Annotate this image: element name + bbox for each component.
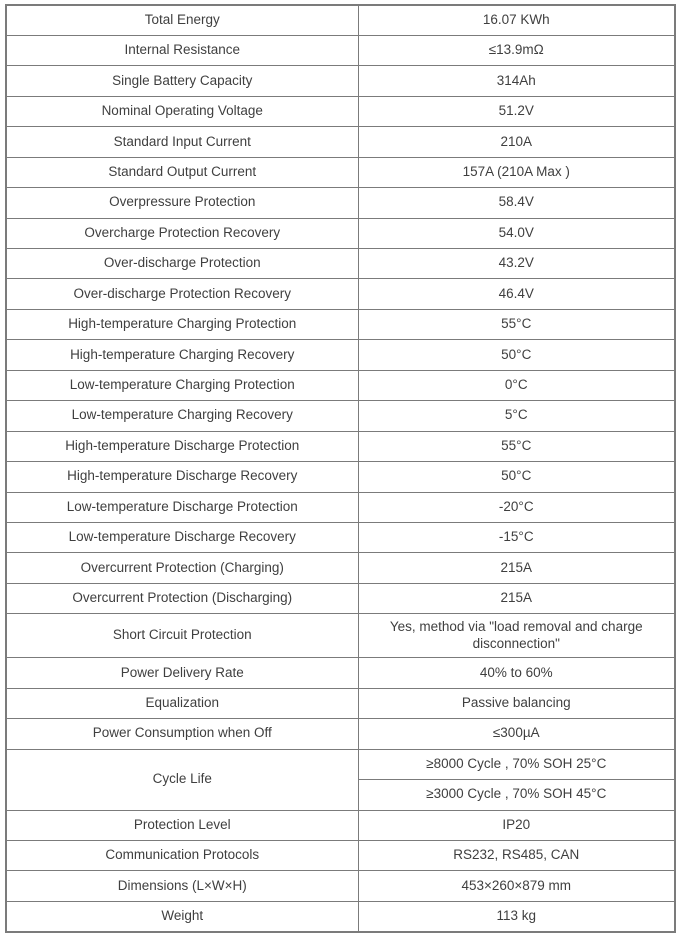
spec-label-cell: Low-temperature Discharge Recovery: [6, 522, 358, 552]
spec-value-cell: 55°C: [358, 431, 675, 461]
spec-value-cell: 50°C: [358, 340, 675, 370]
spec-label-cell: Overcurrent Protection (Charging): [6, 553, 358, 583]
spec-label-cell: Dimensions (L×W×H): [6, 871, 358, 901]
table-row: [6, 840, 675, 870]
table-row: [6, 188, 675, 218]
spec-value-cell: 5°C: [358, 401, 675, 431]
table-row: [6, 35, 675, 65]
spec-value-cell: Yes, method via "load removal and charge disconnection": [358, 614, 675, 658]
spec-value-cell: 51.2V: [358, 96, 675, 126]
table-row: [6, 157, 675, 187]
spec-label-cell: High-temperature Discharge Recovery: [6, 462, 358, 492]
spec-label-cell: Nominal Operating Voltage: [6, 96, 358, 126]
table-row: [6, 871, 675, 901]
spec-label-cell: Low-temperature Charging Protection: [6, 370, 358, 400]
spec-value-cell: 113 kg: [358, 901, 675, 932]
spec-label-cell: Power Delivery Rate: [6, 658, 358, 688]
table-row: [6, 340, 675, 370]
table-row: [6, 370, 675, 400]
table-row: [6, 810, 675, 840]
table-row: [6, 218, 675, 248]
spec-label-cell: Protection Level: [6, 810, 358, 840]
spec-value-cell: 50°C: [358, 462, 675, 492]
spec-label-cell: Power Consumption when Off: [6, 719, 358, 749]
table-row: [6, 522, 675, 552]
table-row: [6, 5, 675, 35]
spec-value-cell: 46.4V: [358, 279, 675, 309]
spec-value-cell: 58.4V: [358, 188, 675, 218]
table-row: [6, 401, 675, 431]
spec-label-cell: Overpressure Protection: [6, 188, 358, 218]
spec-value-cell: 157A (210A Max ): [358, 157, 675, 187]
table-row: [6, 309, 675, 339]
spec-label-cell: Total Energy: [6, 5, 358, 35]
spec-value-cell: 453×260×879 mm: [358, 871, 675, 901]
spec-label-cell: High-temperature Charging Protection: [6, 309, 358, 339]
spec-value-cell: 54.0V: [358, 218, 675, 248]
spec-value-cell: ≤13.9mΩ: [358, 35, 675, 65]
spec-label-cell: Communication Protocols: [6, 840, 358, 870]
spec-label-cell: Low-temperature Discharge Protection: [6, 492, 358, 522]
table-row: [6, 249, 675, 279]
table-row: [6, 462, 675, 492]
spec-value-cell: ≤300µA: [358, 719, 675, 749]
spec-value-cell: Passive balancing: [358, 688, 675, 718]
spec-label-cell: Short Circuit Protection: [6, 614, 358, 658]
spec-label-cell: Single Battery Capacity: [6, 66, 358, 96]
table-row: [6, 583, 675, 613]
spec-value-cell: 210A: [358, 127, 675, 157]
spec-value-cell: 215A: [358, 553, 675, 583]
table-row: [6, 66, 675, 96]
table-row: [6, 279, 675, 309]
spec-value-cell: 215A: [358, 583, 675, 613]
spec-label-cell: Overcharge Protection Recovery: [6, 218, 358, 248]
spec-label-cell: Over-discharge Protection Recovery: [6, 279, 358, 309]
table-row: [6, 431, 675, 461]
spec-label-cell: High-temperature Discharge Protection: [6, 431, 358, 461]
table-row: [6, 658, 675, 688]
spec-label-cell: Equalization: [6, 688, 358, 718]
spec-label-cell: Overcurrent Protection (Discharging): [6, 583, 358, 613]
table-row: [6, 719, 675, 749]
spec-value-cell: IP20: [358, 810, 675, 840]
spec-value-cell: 314Ah: [358, 66, 675, 96]
spec-table-body: [6, 5, 675, 932]
table-row: [6, 901, 675, 932]
spec-value-cell: 16.07 KWh: [358, 5, 675, 35]
table-row: [6, 553, 675, 583]
spec-label-cell: Low-temperature Charging Recovery: [6, 401, 358, 431]
spec-value-cell: 40% to 60%: [358, 658, 675, 688]
spec-value-cell: -20°C: [358, 492, 675, 522]
spec-label-cell: Cycle Life: [6, 749, 358, 810]
spec-value-cell: ≥3000 Cycle , 70% SOH 45°C: [358, 780, 675, 810]
spec-label-cell: Over-discharge Protection: [6, 249, 358, 279]
table-row: [6, 614, 675, 658]
battery-spec-table: [5, 4, 676, 933]
table-row: [6, 749, 675, 779]
spec-label-cell: Standard Output Current: [6, 157, 358, 187]
spec-value-cell: ≥8000 Cycle , 70% SOH 25°C: [358, 749, 675, 779]
spec-value-cell: -15°C: [358, 522, 675, 552]
spec-value-cell: 55°C: [358, 309, 675, 339]
table-row: [6, 492, 675, 522]
spec-label-cell: Standard Input Current: [6, 127, 358, 157]
spec-value-cell: RS232, RS485, CAN: [358, 840, 675, 870]
table-row: [6, 127, 675, 157]
spec-value-cell: 43.2V: [358, 249, 675, 279]
table-row: [6, 688, 675, 718]
spec-label-cell: High-temperature Charging Recovery: [6, 340, 358, 370]
spec-label-cell: Weight: [6, 901, 358, 932]
spec-value-cell: 0°C: [358, 370, 675, 400]
spec-label-cell: Internal Resistance: [6, 35, 358, 65]
table-row: [6, 96, 675, 126]
